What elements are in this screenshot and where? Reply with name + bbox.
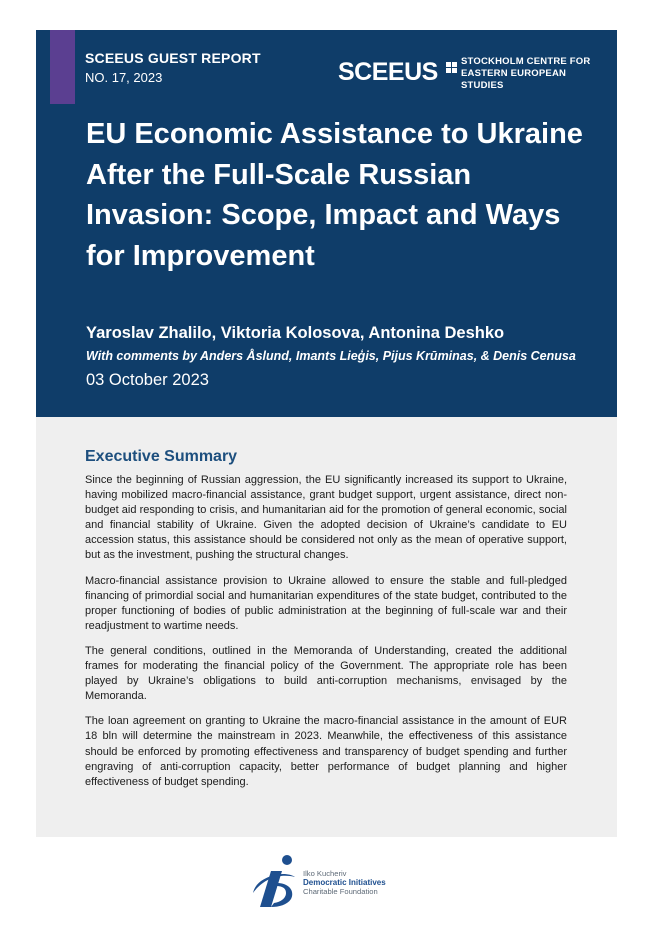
report-authors: Yaroslav Zhalilo, Viktoria Kolosova, Antonina Deshko: [86, 324, 505, 342]
series-label: SCEEUS GUEST REPORT: [85, 50, 261, 66]
accent-bar: [50, 30, 75, 104]
foundation-name-line3: Charitable Foundation: [303, 887, 378, 896]
report-title: EU Economic Assistance to Ukraine After the Full-Scale Russian Invasion: Scope, Impact and Ways for Improvement: [86, 118, 583, 272]
summary-body: [85, 473, 567, 800]
brand-tagline-line2: EASTERN EUROPEAN STUDIES: [461, 68, 567, 91]
summary-paragraph: Since the beginning of Russian aggression, the EU significantly increased its support to Ukraine, having mobilized macro-financial assistance, grant budget support, urgent assistance, direct non-budget aid responding to crisis, and humanitarian aid for the promotion of general economic, social and financial stability of Ukraine. Given the adopted decision of Ukraine’s candidate to EU accession status, this assistance should be considered not only as the mean of operative support, but as the investment, pushing the structural changes.: [85, 474, 567, 562]
brand-tagline-line1: STOCKHOLM CENTRE FOR: [461, 56, 591, 67]
foundation-logo: [249, 853, 409, 913]
executive-summary: [36, 417, 617, 837]
summary-paragraph: The loan agreement on granting to Ukraine the macro-financial assistance in the amount of EUR 18 bln will determine the mainstream in 2023. Meanwhile, the effectiveness of this assistance should be enforced by promoting effectiveness and transparency of budget spending and further engraving of anti-corruption capacity, better performance of budget planning and higher effectiveness of budget spending.: [85, 715, 567, 788]
sceeus-logo: [338, 48, 458, 88]
foundation-name-line2: Democratic Initiatives: [303, 878, 386, 887]
summary-heading: Executive Summary: [85, 448, 238, 465]
report-date: 03 October 2023: [86, 371, 209, 389]
cover-header: [36, 30, 617, 417]
brand-name: SCEEUS: [338, 58, 438, 86]
foundation-name: [303, 869, 386, 896]
sceeus-brand: [338, 48, 608, 91]
summary-paragraph: Macro-financial assistance provision to Ukraine allowed to ensure the stable and full-pledged financing of primordial social and humanitarian expenditures of the state budget, contributed to the proper functioning of bodies of public administration at the beginning of full-scale war and their readjustment to wartime needs.: [85, 574, 567, 632]
series-number: NO. 17, 2023: [85, 70, 163, 85]
brand-tagline: [461, 56, 608, 92]
report-commentators: With comments by Anders Åslund, Imants Lieģis, Pijus Krūminas, & Denis Cenusa: [86, 349, 576, 363]
foundation-name-line1: Ilko Kucheriv: [303, 869, 347, 878]
summary-paragraph: The general conditions, outlined in the Memoranda of Understanding, created the additional frames for moderating the financial policy of the Government. The appropriate role has been played by Ukraine’s obligations to build anti-corruption mechanisms, envisaged by the Memoranda.: [85, 644, 567, 703]
dif-logo-icon: [249, 853, 301, 909]
